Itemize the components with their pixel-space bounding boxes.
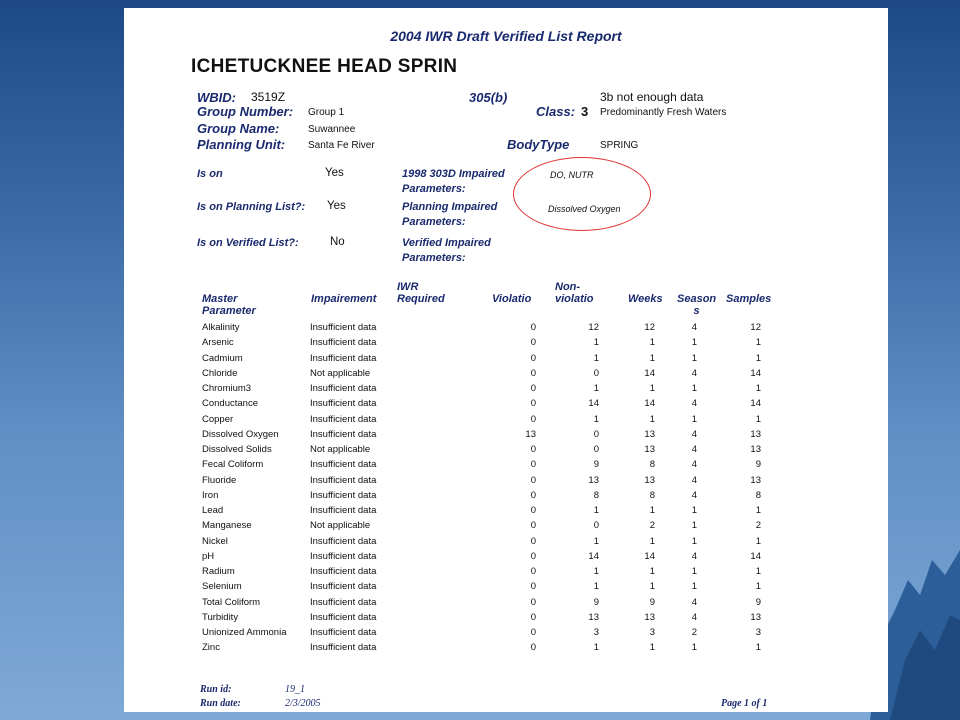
table-row	[124, 642, 888, 657]
cell-sam: 14	[750, 550, 761, 562]
run-id-label: Run id:	[200, 684, 232, 695]
cell-vio: 0	[530, 611, 536, 623]
cell-non: 0	[593, 444, 599, 455]
cell-imp: Insufficient data	[310, 398, 377, 410]
cell-non: 13	[588, 474, 599, 486]
cell-sam: 1	[755, 581, 761, 593]
cell-wk: 1	[649, 566, 655, 577]
cell-param: Manganese	[202, 520, 252, 532]
cell-sam: 13	[750, 474, 761, 486]
table-row	[124, 520, 888, 535]
cell-sam: 12	[750, 322, 761, 333]
class-label: Class:	[536, 104, 576, 119]
cell-sam: 1	[755, 535, 761, 547]
planning-list-value: Yes	[327, 200, 346, 212]
cell-wk: 1	[649, 383, 655, 394]
header-violation: Violatio	[492, 293, 532, 305]
group-name-label: Group Name:	[197, 121, 280, 136]
header-seasons: Season s	[677, 293, 717, 317]
cell-vio: 0	[530, 535, 536, 547]
table-row	[124, 490, 888, 505]
table-row	[124, 383, 888, 398]
highlight-circle	[513, 157, 651, 231]
cell-non: 13	[588, 611, 599, 623]
cell-non: 1	[593, 413, 599, 425]
cell-imp: Insufficient data	[310, 322, 377, 333]
cell-non: 14	[588, 550, 599, 562]
cell-imp: Insufficient data	[310, 550, 377, 562]
cell-sea: 4	[691, 489, 697, 501]
cell-sam: 1	[755, 642, 761, 654]
cell-vio: 0	[530, 627, 536, 638]
cell-sea: 4	[691, 322, 697, 333]
cell-vio: 0	[530, 642, 536, 654]
cell-sea: 1	[691, 352, 697, 364]
cell-sea: 1	[691, 505, 697, 516]
cell-sam: 14	[750, 398, 761, 410]
table-row	[124, 398, 888, 413]
cell-param: pH	[202, 550, 215, 562]
cell-sam: 2	[755, 520, 761, 532]
305b-label: 305(b)	[469, 90, 508, 105]
cell-wk: 14	[644, 367, 655, 379]
cell-sea: 2	[691, 627, 697, 638]
cell-param: Conductance	[202, 398, 258, 410]
cell-sea: 1	[691, 535, 697, 547]
wbid-label: WBID:	[197, 90, 236, 105]
header-weeks: Weeks	[628, 293, 663, 305]
cell-imp: Insufficient data	[310, 459, 377, 471]
cell-imp: Not applicable	[310, 520, 371, 532]
report-page	[124, 8, 888, 712]
impaired-1998-label-line2: Parameters:	[402, 183, 466, 195]
cell-param: Total Coliform	[202, 596, 261, 608]
cell-sam: 9	[755, 596, 761, 608]
cell-non: 9	[593, 459, 599, 471]
cell-wk: 14	[644, 398, 655, 410]
cell-vio: 0	[530, 505, 536, 516]
cell-non: 1	[593, 352, 599, 364]
cell-wk: 1	[649, 642, 655, 654]
cell-imp: Insufficient data	[310, 474, 377, 486]
cell-param: Turbidity	[202, 611, 239, 623]
cell-imp: Insufficient data	[310, 535, 377, 547]
cell-non: 1	[593, 566, 599, 577]
cell-imp: Insufficient data	[310, 627, 377, 638]
header-iwr-required: IWR Required	[397, 281, 445, 305]
header-non-violation: Non- violatio	[555, 281, 594, 305]
table-row	[124, 353, 888, 368]
table-row	[124, 337, 888, 352]
table-row	[124, 459, 888, 474]
cell-imp: Insufficient data	[310, 581, 377, 593]
cell-wk: 13	[644, 611, 655, 623]
cell-wk: 9	[649, 596, 655, 608]
cell-wk: 13	[644, 428, 655, 440]
table-row	[124, 475, 888, 490]
cell-vio: 0	[530, 596, 536, 608]
cell-vio: 0	[530, 322, 536, 333]
cell-wk: 8	[649, 459, 655, 471]
cell-imp: Not applicable	[310, 367, 371, 379]
cell-wk: 1	[649, 535, 655, 547]
table-row	[124, 429, 888, 444]
cell-sam: 1	[755, 413, 761, 425]
cell-sea: 1	[691, 337, 697, 349]
cell-vio: 0	[530, 520, 536, 532]
cell-sea: 4	[691, 428, 697, 440]
table-row	[124, 566, 888, 581]
cell-sea: 4	[691, 550, 697, 562]
cell-param: Unionized Ammonia	[202, 627, 287, 638]
table-row	[124, 551, 888, 566]
cell-vio: 0	[530, 566, 536, 577]
cell-vio: 0	[530, 352, 536, 364]
cell-sam: 1	[755, 383, 761, 394]
cell-sam: 1	[755, 505, 761, 516]
table-row	[124, 368, 888, 383]
cell-sea: 1	[691, 566, 697, 577]
class-value: 3	[581, 104, 589, 119]
verified-list-label: Is on Verified List?:	[197, 237, 299, 249]
cell-imp: Insufficient data	[310, 428, 377, 440]
cell-vio: 0	[530, 367, 536, 379]
cell-param: Nickel	[202, 535, 228, 547]
group-number-label: Group Number:	[197, 104, 294, 119]
cell-imp: Insufficient data	[310, 611, 377, 623]
cell-wk: 2	[649, 520, 655, 532]
bodytype-value: SPRING	[600, 140, 639, 151]
cell-non: 0	[593, 520, 599, 532]
cell-imp: Insufficient data	[310, 489, 377, 501]
cell-imp: Not applicable	[310, 444, 371, 455]
bodytype-label: BodyType	[507, 137, 570, 152]
cell-wk: 1	[649, 413, 655, 425]
planning-impaired-label-line2: Parameters:	[402, 216, 466, 228]
cell-sea: 1	[691, 642, 697, 654]
is-on-value: Yes	[325, 167, 344, 179]
cell-wk: 1	[649, 505, 655, 516]
cell-non: 0	[593, 367, 599, 379]
run-date-value: 2/3/2005	[285, 698, 321, 709]
table-row	[124, 627, 888, 642]
cell-vio: 0	[530, 550, 536, 562]
table-row	[124, 597, 888, 612]
cell-sea: 4	[691, 474, 697, 486]
planning-impaired-value: Dissolved Oxygen	[548, 204, 621, 214]
cell-vio: 0	[530, 444, 536, 455]
cell-non: 9	[593, 596, 599, 608]
verified-impaired-label: Verified Impaired	[402, 237, 491, 249]
cell-wk: 13	[644, 444, 655, 455]
header-master-parameter: Master Parameter	[202, 293, 256, 317]
cell-wk: 3	[649, 627, 655, 638]
cell-sam: 8	[755, 489, 761, 501]
table-row	[124, 505, 888, 520]
cell-param: Chloride	[202, 367, 238, 379]
305b-value: 3b not enough data	[600, 90, 704, 104]
verified-list-value: No	[330, 236, 345, 248]
cell-non: 12	[588, 322, 599, 333]
table-row	[124, 536, 888, 551]
cell-sea: 4	[691, 398, 697, 410]
waterbody-name: ICHETUCKNEE HEAD SPRIN	[191, 56, 458, 77]
cell-vio: 0	[530, 489, 536, 501]
cell-wk: 1	[649, 581, 655, 593]
cell-sea: 1	[691, 520, 697, 532]
cell-non: 14	[588, 398, 599, 410]
cell-vio: 0	[530, 383, 536, 394]
cell-imp: Insufficient data	[310, 413, 377, 425]
cell-sam: 1	[755, 352, 761, 364]
group-number-value: Group 1	[308, 107, 345, 118]
planning-unit-label: Planning Unit:	[197, 137, 286, 152]
cell-imp: Insufficient data	[310, 337, 377, 349]
class-description: Predominantly Fresh Waters	[600, 107, 727, 118]
run-date-label: Run date:	[200, 698, 241, 709]
cell-sea: 4	[691, 459, 697, 471]
cell-non: 1	[593, 581, 599, 593]
cell-param: Chromium3	[202, 383, 252, 394]
cell-wk: 1	[649, 337, 655, 349]
cell-param: Copper	[202, 413, 234, 425]
cell-param: Lead	[202, 505, 224, 516]
cell-param: Cadmium	[202, 352, 243, 364]
cell-sea: 1	[691, 383, 697, 394]
cell-param: Arsenic	[202, 337, 234, 349]
is-on-label: Is on	[197, 168, 223, 180]
cell-vio: 0	[530, 413, 536, 425]
planning-impaired-label: Planning Impaired	[402, 201, 498, 213]
cell-wk: 14	[644, 550, 655, 562]
cell-sam: 9	[755, 459, 761, 471]
header-samples: Samples	[726, 293, 772, 305]
cell-vio: 0	[530, 474, 536, 486]
cell-wk: 8	[649, 489, 655, 501]
verified-impaired-label-line2: Parameters:	[402, 252, 466, 264]
cell-non: 1	[593, 535, 599, 547]
header-impairement: Impairement	[311, 293, 377, 305]
cell-vio: 0	[530, 459, 536, 471]
cell-vio: 0	[530, 337, 536, 349]
cell-sea: 1	[691, 413, 697, 425]
cell-param: Fecal Coliform	[202, 459, 264, 471]
cell-sam: 13	[750, 444, 761, 455]
cell-param: Dissolved Oxygen	[202, 428, 279, 440]
cell-non: 1	[593, 383, 599, 394]
cell-param: Zinc	[202, 642, 220, 654]
cell-vio: 0	[530, 398, 536, 410]
cell-imp: Insufficient data	[310, 505, 377, 516]
cell-imp: Insufficient data	[310, 352, 377, 364]
cell-imp: Insufficient data	[310, 566, 377, 577]
cell-wk: 12	[644, 322, 655, 333]
table-row	[124, 444, 888, 459]
cell-non: 1	[593, 505, 599, 516]
cell-sam: 14	[750, 367, 761, 379]
group-name-value: Suwannee	[308, 124, 356, 135]
cell-sea: 4	[691, 444, 697, 455]
table-row	[124, 322, 888, 337]
cell-wk: 13	[644, 474, 655, 486]
run-id-value: 19_1	[285, 684, 305, 695]
cell-sam: 13	[750, 611, 761, 623]
cell-sam: 13	[750, 428, 761, 440]
cell-param: Iron	[202, 489, 219, 501]
cell-imp: Insufficient data	[310, 596, 377, 608]
cell-non: 3	[593, 627, 599, 638]
cell-sea: 4	[691, 596, 697, 608]
table-row	[124, 581, 888, 596]
planning-unit-value: Santa Fe River	[308, 140, 375, 151]
report-title: 2004 IWR Draft Verified List Report	[390, 28, 622, 44]
page-number: Page 1 of 1	[721, 698, 768, 709]
cell-non: 0	[593, 428, 599, 440]
impaired-1998-label: 1998 303D Impaired	[402, 168, 505, 180]
cell-vio: 0	[530, 581, 536, 593]
cell-param: Alkalinity	[202, 322, 240, 333]
table-row	[124, 612, 888, 627]
cell-param: Selenium	[202, 581, 242, 593]
wbid-value: 3519Z	[251, 90, 286, 104]
cell-non: 8	[593, 489, 599, 501]
cell-param: Fluoride	[202, 474, 237, 486]
impaired-1998-value: DO, NUTR	[550, 170, 594, 180]
table-row	[124, 414, 888, 429]
cell-non: 1	[593, 642, 599, 654]
cell-wk: 1	[649, 352, 655, 364]
cell-sam: 1	[755, 566, 761, 577]
cell-sea: 4	[691, 611, 697, 623]
cell-param: Dissolved Solids	[202, 444, 272, 455]
cell-imp: Insufficient data	[310, 383, 377, 394]
cell-imp: Insufficient data	[310, 642, 377, 654]
cell-sea: 4	[691, 367, 697, 379]
planning-list-label: Is on Planning List?:	[197, 201, 306, 213]
cell-vio: 13	[525, 428, 536, 440]
cell-non: 1	[593, 337, 599, 349]
cell-sam: 1	[755, 337, 761, 349]
cell-param: Radium	[202, 566, 235, 577]
cell-sam: 3	[755, 627, 761, 638]
cell-sea: 1	[691, 581, 697, 593]
